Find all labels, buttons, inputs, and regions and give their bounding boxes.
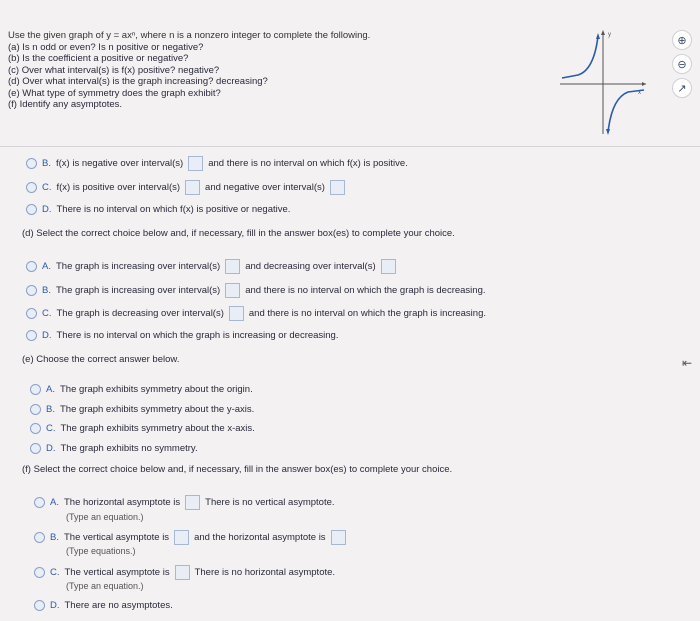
input-hint: (Type an equation.) [66,512,144,522]
radio-button[interactable] [26,261,37,272]
choice-e-C[interactable]: C. The graph exhibits symmetry about the x-axis. [30,420,255,436]
radio-button[interactable] [34,497,45,508]
radio-button[interactable] [26,182,37,193]
radio-button[interactable] [26,308,37,319]
zoom-out-icon[interactable]: ⊖ [672,54,692,74]
intro-line: (c) Over what interval(s) is f(x) positive? negative? [8,64,220,76]
choice-c-D[interactable]: D. There is no interval on which f(x) is positive or negative. [26,201,290,217]
choice-f-B[interactable]: B. The vertical asymptote is and the horizontal asymptote is [34,529,351,545]
x-axis-label: x [638,90,641,96]
answer-box[interactable] [225,259,240,274]
radio-button[interactable] [34,567,45,578]
answer-box[interactable] [185,495,200,510]
divider [0,146,700,147]
popout-icon[interactable]: ↗ [672,78,692,98]
radio-button[interactable] [26,285,37,296]
mouse-cursor-icon: ⇤ [682,356,693,370]
intro-line: (e) What type of symmetry does the graph exhibit? [8,87,221,99]
answer-box[interactable] [225,283,240,298]
answer-box[interactable] [229,306,244,321]
intro-line: (a) Is n odd or even? Is n positive or negative? [8,41,204,53]
part-f-heading: (f) Select the correct choice below and, if necessary, fill in the answer box(es) to complete your choice. [22,464,453,475]
curve-right-branch [608,90,644,132]
choice-f-A[interactable]: A. The horizontal asymptote is There is no vertical asymptote. [34,494,335,510]
y-axis-label: y [608,32,611,38]
input-hint: (Type an equation.) [66,581,144,591]
radio-button[interactable] [30,423,41,434]
part-e-heading: (e) Choose the correct answer below. [22,354,180,365]
answer-box[interactable] [330,180,345,195]
intro-line: Use the given graph of y = axⁿ, where n is a nonzero integer to complete the following. [8,30,371,41]
function-graph [558,28,648,138]
zoom-in-icon[interactable]: ⊕ [672,30,692,50]
question-intro [8,30,370,111]
choice-d-C[interactable]: C. The graph is decreasing over interval(s) and there is no interval on which the graph is increasing. [26,305,486,321]
choice-d-D[interactable]: D. There is no interval on which the graph is increasing or decreasing. [26,327,339,343]
choice-c-B[interactable]: B. f(x) is negative over interval(s) and there is no interval on which f(x) is positive. [26,155,408,171]
radio-button[interactable] [30,404,41,415]
choice-f-D[interactable]: D. There are no asymptotes. [34,597,173,613]
radio-button[interactable] [30,384,41,395]
part-d-heading: (d) Select the correct choice below and, if necessary, fill in the answer box(es) to complete your choice. [22,228,455,239]
choice-e-B[interactable]: B. The graph exhibits symmetry about the y-axis. [30,401,254,417]
radio-button[interactable] [26,158,37,169]
radio-button[interactable] [30,443,41,454]
intro-line: (f) Identify any asymptotes. [8,99,123,110]
answer-box[interactable] [175,565,190,580]
curve-left-branch [562,36,598,78]
choice-f-C[interactable]: C. The vertical asymptote is There is no horizontal asymptote. [34,564,335,580]
radio-button[interactable] [34,532,45,543]
input-hint: (Type equations.) [66,546,136,556]
radio-button[interactable] [26,204,37,215]
intro-line: (d) Over what interval(s) is the graph increasing? decreasing? [8,76,268,87]
choice-e-A[interactable]: A. The graph exhibits symmetry about the origin. [30,381,253,397]
answer-box[interactable] [188,156,203,171]
answer-box[interactable] [174,530,189,545]
choice-c-C[interactable]: C. f(x) is positive over interval(s) and negative over interval(s) [26,179,350,195]
answer-box[interactable] [331,530,346,545]
intro-line: (b) Is the coefficient a positive or negative? [8,53,189,64]
answer-box[interactable] [185,180,200,195]
choice-d-A[interactable]: A. The graph is increasing over interval(s) and decreasing over interval(s) [26,258,401,274]
answer-box[interactable] [381,259,396,274]
choice-d-B[interactable]: B. The graph is increasing over interval(s) and there is no interval on which the graph is decreasing. [26,282,486,298]
choice-e-D[interactable]: D. The graph exhibits no symmetry. [30,440,198,456]
radio-button[interactable] [26,330,37,341]
radio-button[interactable] [34,600,45,611]
